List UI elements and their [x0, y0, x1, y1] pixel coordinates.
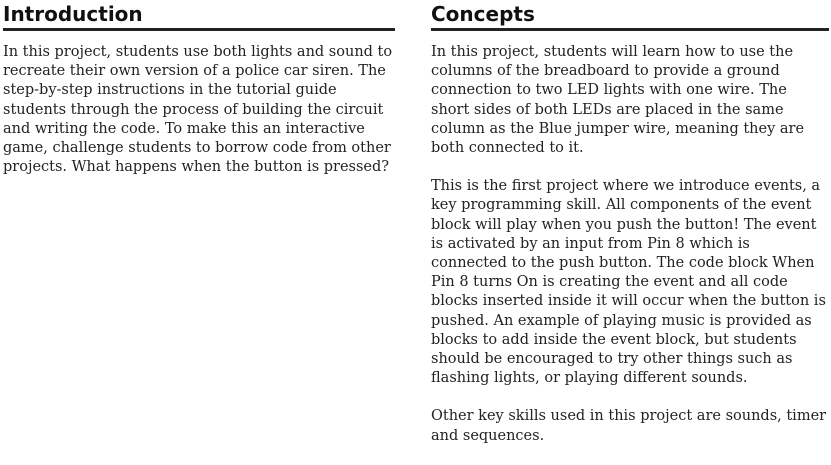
concepts-paragraph-skills: Other key skills used in this project are sounds, timer and sequences. [431, 408, 827, 444]
introduction-heading: Introduction [3, 2, 143, 26]
introduction-divider [3, 28, 395, 31]
introduction-paragraph: In this project, students use both lights and sound to recreate their own version of a police car siren. The step-by-step instructions in the tutorial guide students through the process of building the circuit and writing the code. To make this an interactive game, challenge students to borrow code from other projects. What happens when the button is pressed? [3, 44, 393, 176]
concepts-paragraph-events: This is the first project where we introduce events, a key programming skill. All components of the event block will play when you push the button! The event is activated by an input from Pin 8 which is connected to the push button. The code block When Pin 8 turns On is creating the event and all code blocks inserted inside it will occur when the button is pushed. An example of playing music is provided as blocks to add inside the event block, but students should be encouraged to try other things such as flashing lights, or playing different sounds. [431, 178, 826, 387]
concepts-section [431, 0, 829, 465]
introduction-section [3, 0, 395, 196]
concepts-divider [431, 28, 829, 31]
concepts-paragraph-breadboard: In this project, students will learn how to use the columns of the breadboard to provide a ground connection to two LED lights with one wire. The short sides of both LEDs are placed in the same column as the Blue jumper wire, meaning they are both connected to it. [431, 44, 805, 157]
concepts-heading: Concepts [431, 2, 535, 26]
